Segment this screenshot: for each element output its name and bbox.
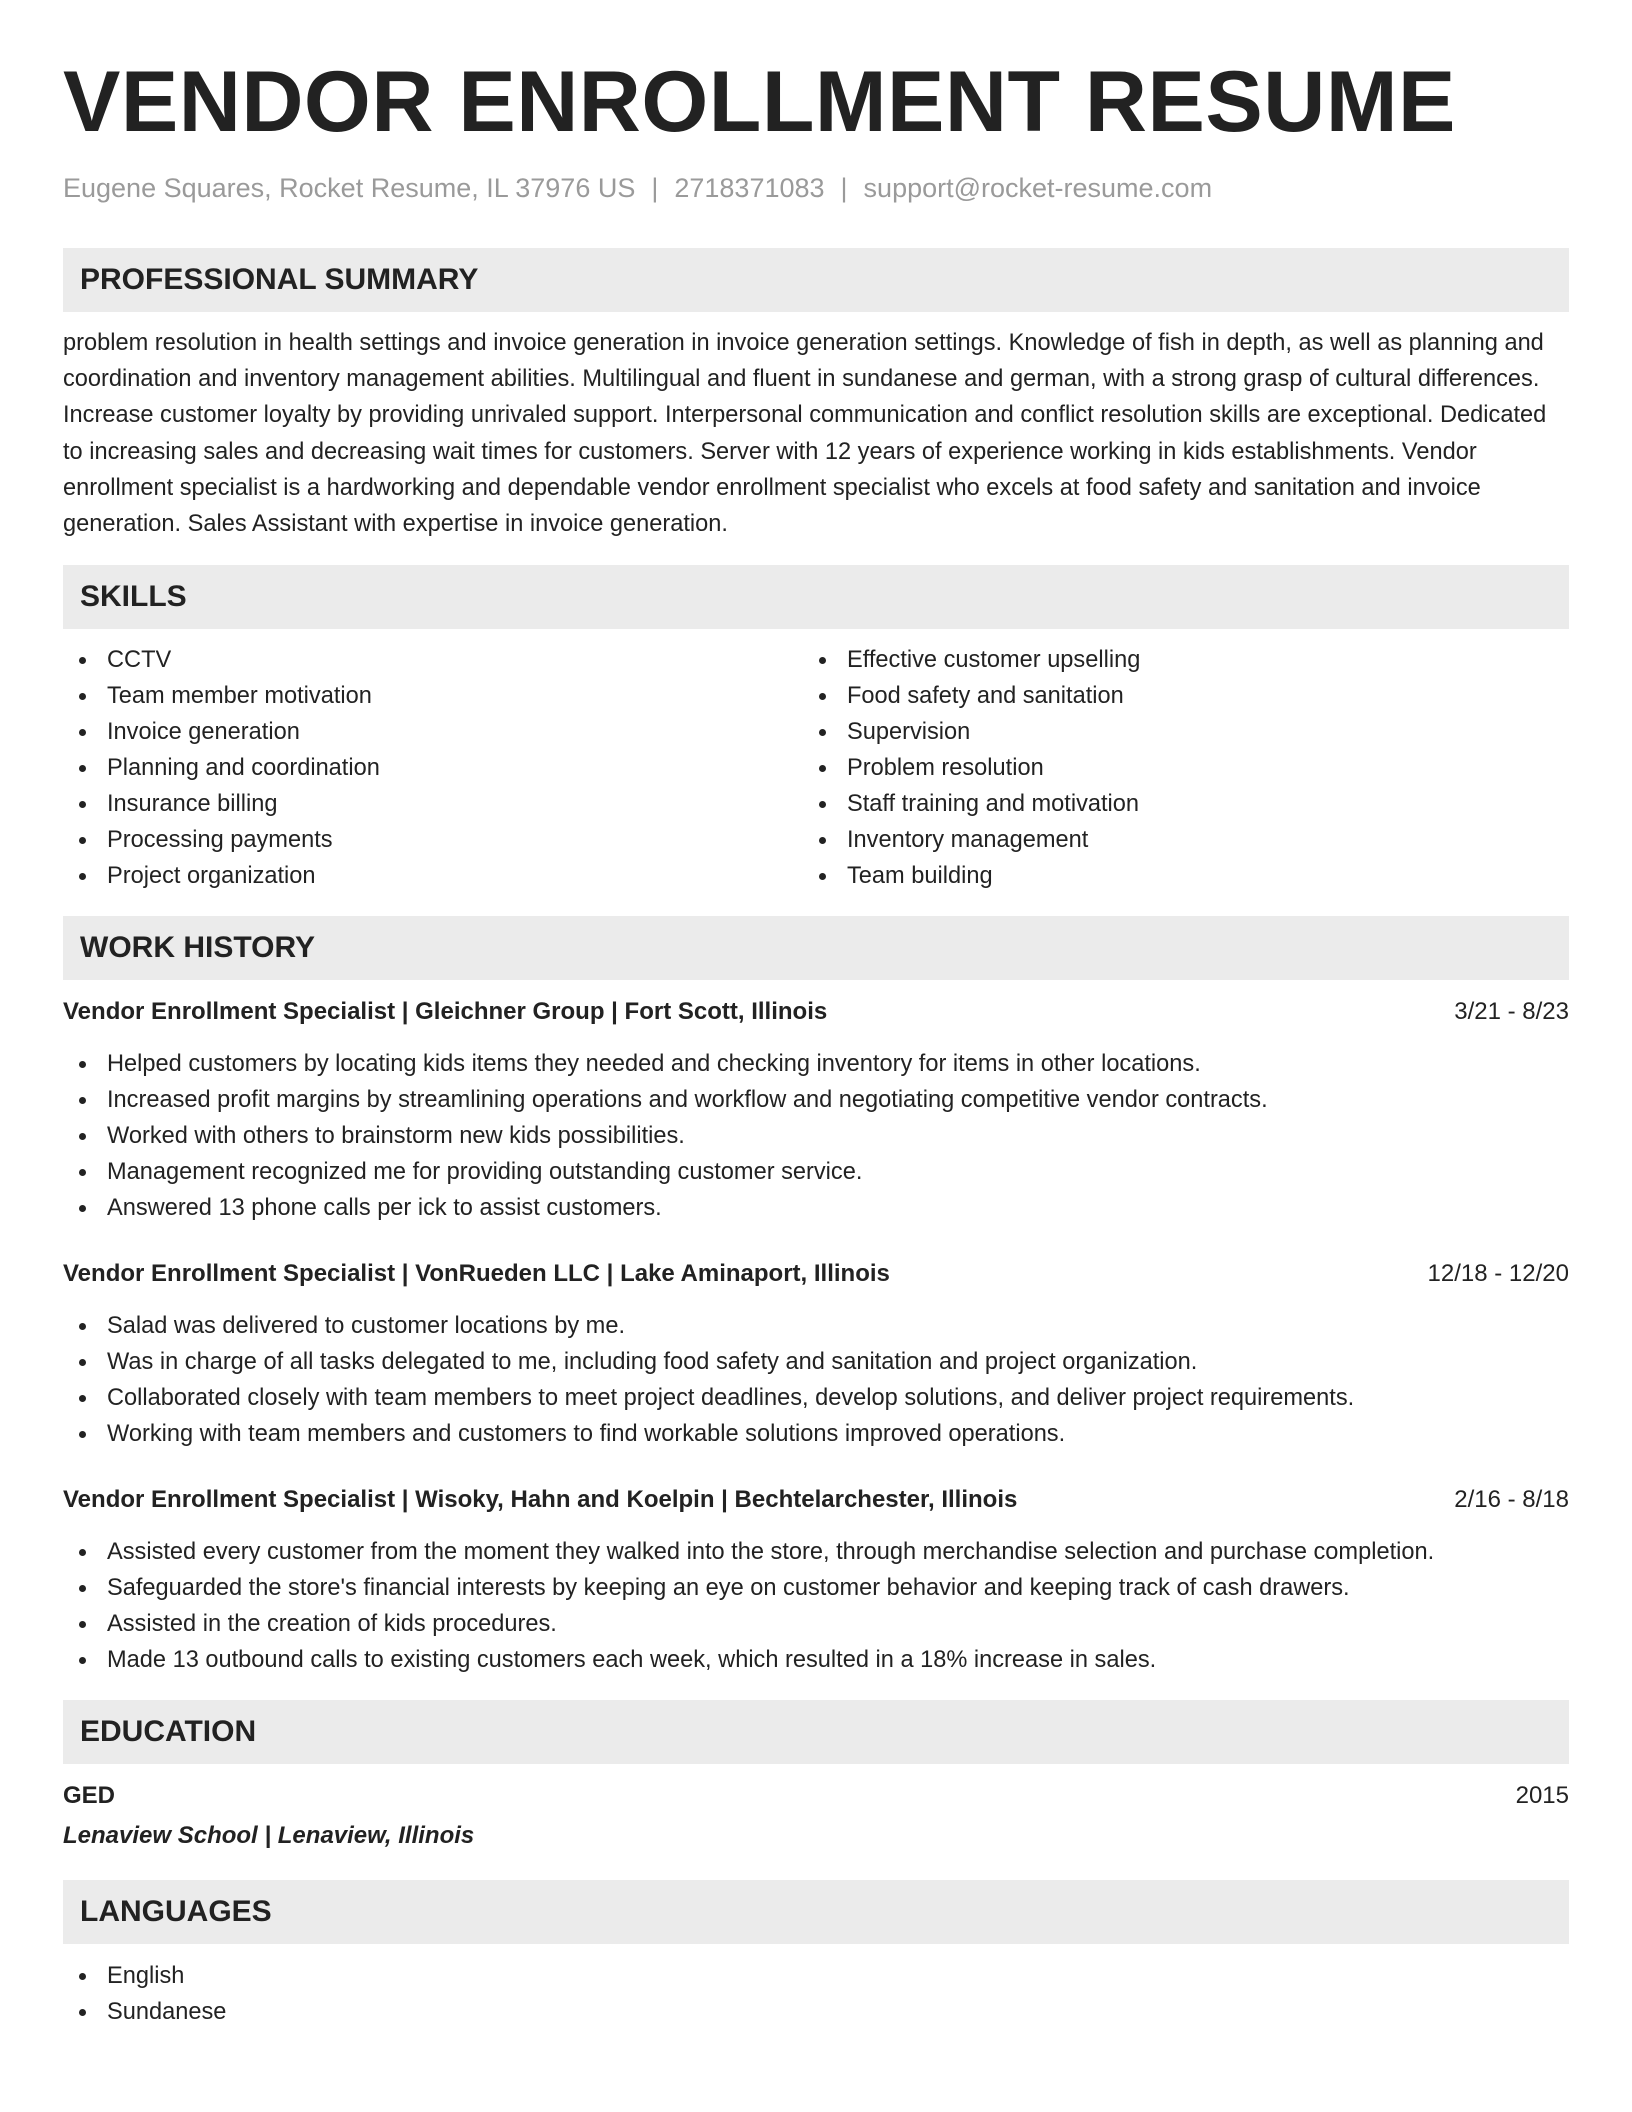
section-heading-education: EDUCATION	[63, 1700, 1569, 1764]
skill-item: Insurance billing	[63, 786, 803, 822]
section-heading-work: WORK HISTORY	[63, 916, 1569, 980]
job-bullet: Management recognized me for providing outstanding customer service.	[63, 1154, 1569, 1190]
education-degree: GED	[63, 1782, 116, 1810]
skill-item: Staff training and motivation	[803, 786, 1543, 822]
job-bullets	[63, 1046, 1569, 1226]
contact-email: support@rocket-resume.com	[863, 172, 1213, 203]
language-item: Sundanese	[63, 1994, 1569, 2030]
skill-item: CCTV	[63, 642, 803, 678]
job-bullet: Increased profit margins by streamlining operations and workflow and negotiating competitive vendor contracts.	[63, 1082, 1569, 1118]
skill-item: Team member motivation	[63, 678, 803, 714]
skills-column-left	[63, 642, 803, 894]
job-bullet: Salad was delivered to customer locations by me.	[63, 1308, 1569, 1344]
language-item: English	[63, 1958, 1569, 1994]
skill-item: Project organization	[63, 858, 803, 894]
job-bullet: Was in charge of all tasks delegated to me, including food safety and sanitation and project organization.	[63, 1344, 1569, 1380]
job-entry	[63, 1256, 1569, 1452]
skill-item: Effective customer upselling	[803, 642, 1543, 678]
skill-item: Inventory management	[803, 822, 1543, 858]
skills-list	[63, 642, 1569, 894]
job-dates: 3/21 - 8/23	[1454, 998, 1569, 1026]
section-heading-skills: SKILLS	[63, 565, 1569, 629]
job-bullet: Safeguarded the store's financial interests by keeping an eye on customer behavior and keeping track of cash drawers.	[63, 1570, 1569, 1606]
skill-item: Invoice generation	[63, 714, 803, 750]
summary-text: problem resolution in health settings and invoice generation in invoice generation settings. Knowledge of fish in depth, as well as planning and coordination and inventory management abilities. Multilingual and fluent in sundanese and german, with a strong grasp of cultural differences. Increase customer loyalty by providing unrivaled support. Interpersonal communication and conflict resolution skills are exceptional. Dedicated to increasing sales and decreasing wait times for customers. Server with 12 years of experience working in kids establishments. Vendor enrollment specialist is a hardworking and dependable vendor enrollment specialist who excels at food safety and sanitation and invoice generation. Sales Assistant with expertise in invoice generation.	[63, 330, 1547, 538]
job-title: Vendor Enrollment Specialist | Wisoky, Hahn and Koelpin | Bechtelarchester, Illinois	[63, 1486, 1018, 1514]
skill-item: Team building	[803, 858, 1543, 894]
skill-item: Problem resolution	[803, 750, 1543, 786]
job-title: Vendor Enrollment Specialist | Gleichner Group | Fort Scott, Illinois	[63, 998, 828, 1026]
job-header	[63, 1482, 1569, 1518]
job-bullet: Answered 13 phone calls per ick to assist customers.	[63, 1190, 1569, 1226]
job-header	[63, 1256, 1569, 1292]
job-entry	[63, 994, 1569, 1226]
job-dates: 2/16 - 8/18	[1454, 1486, 1569, 1514]
contact-line	[63, 168, 1569, 208]
job-dates: 12/18 - 12/20	[1427, 1260, 1569, 1288]
skill-item: Supervision	[803, 714, 1543, 750]
education-year: 2015	[1515, 1782, 1569, 1810]
skill-item: Processing payments	[63, 822, 803, 858]
job-bullet: Collaborated closely with team members to meet project deadlines, develop solutions, and deliver project requirements.	[63, 1380, 1569, 1416]
contact-address: Eugene Squares, Rocket Resume, IL 37976 US	[63, 172, 636, 203]
resume-title: VENDOR ENROLLMENT RESUME	[63, 54, 1456, 150]
job-bullet: Made 13 outbound calls to existing customers each week, which resulted in a 18% increase in sales.	[63, 1642, 1569, 1678]
skills-column-right	[803, 642, 1543, 894]
work-history	[63, 994, 1569, 1678]
job-bullet: Assisted every customer from the moment they walked into the store, through merchandise selection and purchase completion.	[63, 1534, 1569, 1570]
job-bullet: Assisted in the creation of kids procedures.	[63, 1606, 1569, 1642]
contact-separator: |	[651, 172, 659, 203]
skill-item: Planning and coordination	[63, 750, 803, 786]
job-bullet: Working with team members and customers to find workable solutions improved operations.	[63, 1416, 1569, 1452]
education-header	[63, 1778, 1569, 1814]
section-heading-summary: PROFESSIONAL SUMMARY	[63, 248, 1569, 312]
job-header	[63, 994, 1569, 1030]
skill-item: Food safety and sanitation	[803, 678, 1543, 714]
contact-phone: 2718371083	[674, 172, 825, 203]
contact-separator: |	[840, 172, 848, 203]
job-bullet: Worked with others to brainstorm new kids possibilities.	[63, 1118, 1569, 1154]
languages-list	[63, 1958, 1569, 2030]
job-title: Vendor Enrollment Specialist | VonRueden LLC | Lake Aminaport, Illinois	[63, 1260, 890, 1288]
education-school: Lenaview School | Lenaview, Illinois	[63, 1822, 475, 1850]
section-heading-languages: LANGUAGES	[63, 1880, 1569, 1944]
job-bullet: Helped customers by locating kids items they needed and checking inventory for items in other locations.	[63, 1046, 1569, 1082]
job-entry	[63, 1482, 1569, 1678]
job-bullets	[63, 1534, 1569, 1678]
job-bullets	[63, 1308, 1569, 1452]
